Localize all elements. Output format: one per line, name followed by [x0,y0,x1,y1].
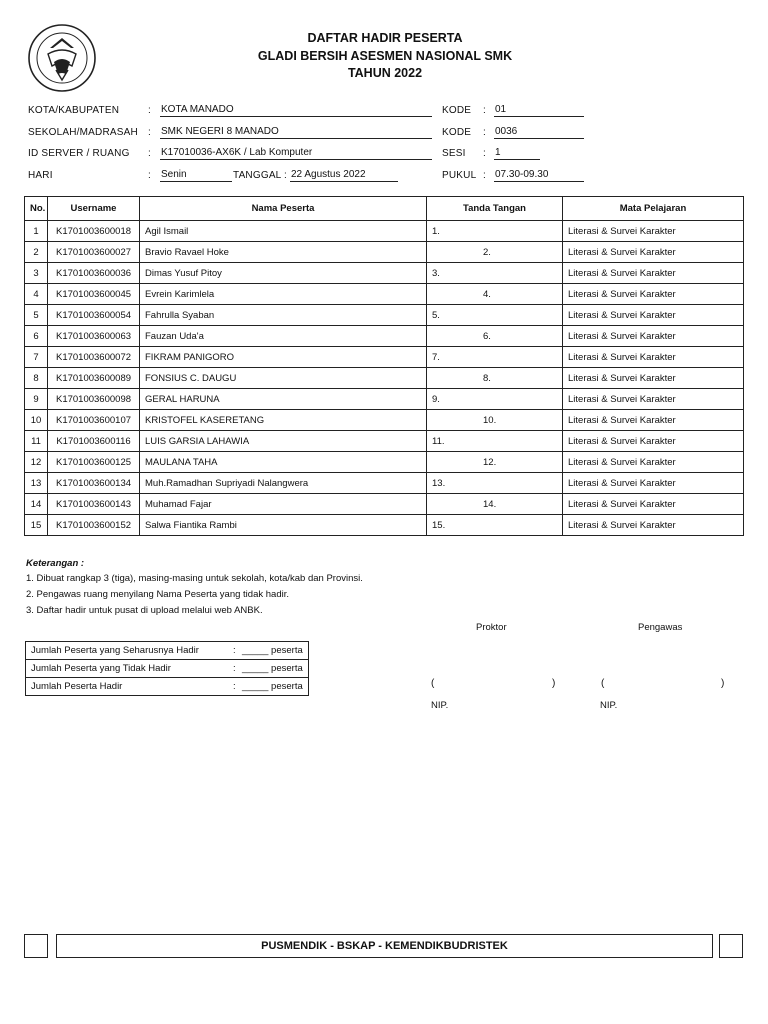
cell-no: 8 [25,368,48,389]
pukul-label: PUKUL [442,170,477,181]
table-row [25,347,744,368]
summary-colon: : [233,663,236,674]
cell-no: 2 [25,242,48,263]
cell-nama: KRISTOFEL KASERETANG [140,410,427,431]
cell-mata-pelajaran: Literasi & Survei Karakter [563,284,744,305]
sekolah-label: SEKOLAH/MADRASAH [28,127,138,138]
footer-right-box [719,934,743,958]
cell-nama: GERAL HARUNA [140,389,427,410]
title-line-2: GLADI BERSIH ASESMEN NASIONAL SMK [257,49,513,63]
cell-mata-pelajaran: Literasi & Survei Karakter [563,410,744,431]
colon: : [148,127,151,138]
cell-tanda-tangan: 4. [427,284,563,305]
server-value: K17010036-AX6K / Lab Komputer [160,147,432,160]
cell-no: 15 [25,515,48,536]
summary-label: Jumlah Peserta yang Seharusnya Hadir [31,645,199,656]
cell-no: 11 [25,431,48,452]
sekolah-value: SMK NEGERI 8 MANADO [160,126,432,139]
cell-mata-pelajaran: Literasi & Survei Karakter [563,368,744,389]
cell-nama: Dimas Yusuf Pitoy [140,263,427,284]
table-row [25,389,744,410]
title-line-3: TAHUN 2022 [347,66,423,80]
cell-no: 5 [25,305,48,326]
colon: : [148,170,151,181]
cell-mata-pelajaran: Literasi & Survei Karakter [563,473,744,494]
cell-username: K1701003600152 [48,515,140,536]
colon: : [483,105,486,116]
cell-nama: Fauzan Uda'a [140,326,427,347]
cell-tanda-tangan: 9. [427,389,563,410]
cell-mata-pelajaran: Literasi & Survei Karakter [563,263,744,284]
cell-username: K1701003600063 [48,326,140,347]
hari-value: Senin [160,169,232,182]
table-row [25,473,744,494]
cell-tanda-tangan: 7. [427,347,563,368]
pengawas-nip-label: NIP. [600,700,618,711]
header-nama: Nama Peserta [140,197,427,221]
cell-nama: Fahrulla Syaban [140,305,427,326]
cell-no: 3 [25,263,48,284]
cell-tanda-tangan: 11. [427,431,563,452]
summary-label: Jumlah Peserta yang Tidak Hadir [31,663,171,674]
cell-mata-pelajaran: Literasi & Survei Karakter [563,389,744,410]
cell-tanda-tangan: 6. [427,326,563,347]
table-row [25,326,744,347]
cell-tanda-tangan: 2. [427,242,563,263]
cell-no: 1 [25,221,48,242]
tanggal-label: TANGGAL : [233,170,288,181]
cell-nama: MAULANA TAHA [140,452,427,473]
table-row [25,263,744,284]
colon: : [483,170,486,181]
note-item: 1. Dibuat rangkap 3 (tiga), masing-masing untuk sekolah, kota/kab dan Provinsi. [26,573,363,584]
summary-value: _____ peserta [242,663,303,674]
attendance-table [24,196,744,536]
cell-mata-pelajaran: Literasi & Survei Karakter [563,452,744,473]
cell-nama: Muh.Ramadhan Supriyadi Nalangwera [140,473,427,494]
pengawas-paren-close: ) [721,678,725,689]
sesi-label: SESI [442,148,466,159]
cell-username: K1701003600089 [48,368,140,389]
proktor-paren-open: ( [431,678,435,689]
cell-username: K1701003600036 [48,263,140,284]
cell-username: K1701003600045 [48,284,140,305]
kota-value: KOTA MANADO [160,104,432,117]
cell-username: K1701003600125 [48,452,140,473]
cell-tanda-tangan: 8. [427,368,563,389]
header-no: No. [25,197,48,221]
summary-value: _____ peserta [242,645,303,656]
summary-colon: : [233,681,236,692]
cell-nama: Agil Ismail [140,221,427,242]
cell-username: K1701003600072 [48,347,140,368]
header-username: Username [48,197,140,221]
proktor-nip-label: NIP. [431,700,449,711]
table-row [25,431,744,452]
table-row [25,221,744,242]
cell-username: K1701003600098 [48,389,140,410]
cell-username: K1701003600116 [48,431,140,452]
cell-tanda-tangan: 1. [427,221,563,242]
cell-tanda-tangan: 12. [427,452,563,473]
footer-left-box [24,934,48,958]
cell-nama: FONSIUS C. DAUGU [140,368,427,389]
cell-mata-pelajaran: Literasi & Survei Karakter [563,305,744,326]
summary-row [26,678,308,695]
kode1-value: 01 [494,104,584,117]
pengawas-label: Pengawas [638,622,683,633]
colon: : [483,148,486,159]
title-line-1: DAFTAR HADIR PESERTA [307,31,463,45]
cell-mata-pelajaran: Literasi & Survei Karakter [563,347,744,368]
cell-username: K1701003600134 [48,473,140,494]
cell-no: 12 [25,452,48,473]
summary-value: _____ peserta [242,681,303,692]
cell-mata-pelajaran: Literasi & Survei Karakter [563,221,744,242]
cell-tanda-tangan: 5. [427,305,563,326]
pengawas-paren-open: ( [601,678,605,689]
kota-label: KOTA/KABUPATEN [28,105,120,116]
cell-no: 6 [25,326,48,347]
colon: : [483,127,486,138]
cell-no: 10 [25,410,48,431]
proktor-paren-close: ) [552,678,556,689]
table-row [25,305,744,326]
summary-label: Jumlah Peserta Hadir [31,681,123,692]
cell-tanda-tangan: 13. [427,473,563,494]
summary-row [26,660,308,678]
cell-username: K1701003600143 [48,494,140,515]
header-mata-pelajaran: Mata Pelajaran [563,197,744,221]
cell-nama: Muhamad Fajar [140,494,427,515]
cell-username: K1701003600018 [48,221,140,242]
cell-tanda-tangan: 15. [427,515,563,536]
cell-no: 14 [25,494,48,515]
cell-mata-pelajaran: Literasi & Survei Karakter [563,494,744,515]
hari-label: HARI [28,170,53,181]
colon: : [148,148,151,159]
kode2-label: KODE [442,127,472,138]
attendance-summary-box [25,641,309,696]
table-row [25,284,744,305]
table-row [25,452,744,473]
table-row [25,242,744,263]
table-row [25,515,744,536]
cell-mata-pelajaran: Literasi & Survei Karakter [563,515,744,536]
summary-colon: : [233,645,236,656]
cell-nama: Salwa Fiantika Rambi [140,515,427,536]
footer-title: PUSMENDIK - BSKAP - KEMENDIKBUDRISTEK [56,934,713,958]
table-row [25,494,744,515]
cell-nama: Bravio Ravael Hoke [140,242,427,263]
cell-username: K1701003600054 [48,305,140,326]
cell-tanda-tangan: 14. [427,494,563,515]
tut-wuri-handayani-logo [26,22,98,94]
proktor-label: Proktor [476,622,507,633]
pukul-value: 07.30-09.30 [494,169,584,182]
cell-tanda-tangan: 3. [427,263,563,284]
cell-tanda-tangan: 10. [427,410,563,431]
cell-no: 9 [25,389,48,410]
colon: : [148,105,151,116]
cell-username: K1701003600027 [48,242,140,263]
cell-no: 7 [25,347,48,368]
kode1-label: KODE [442,105,472,116]
sesi-value: 1 [494,147,540,160]
summary-row [26,642,308,660]
table-row [25,368,744,389]
table-row [25,410,744,431]
cell-mata-pelajaran: Literasi & Survei Karakter [563,326,744,347]
table-header-row [25,197,744,221]
server-label: ID SERVER / RUANG [28,148,130,159]
cell-mata-pelajaran: Literasi & Survei Karakter [563,431,744,452]
cell-nama: Evrein Karimlela [140,284,427,305]
notes-heading: Keterangan : [26,558,85,569]
cell-nama: FIKRAM PANIGORO [140,347,427,368]
cell-username: K1701003600107 [48,410,140,431]
header-tanda-tangan: Tanda Tangan [427,197,563,221]
note-item: 2. Pengawas ruang menyilang Nama Peserta yang tidak hadir. [26,589,289,600]
cell-no: 13 [25,473,48,494]
cell-mata-pelajaran: Literasi & Survei Karakter [563,242,744,263]
note-item: 3. Daftar hadir untuk pusat di upload melalui web ANBK. [26,605,263,616]
kode2-value: 0036 [494,126,584,139]
cell-no: 4 [25,284,48,305]
tanggal-value: 22 Agustus 2022 [290,169,398,182]
cell-nama: LUIS GARSIA LAHAWIA [140,431,427,452]
